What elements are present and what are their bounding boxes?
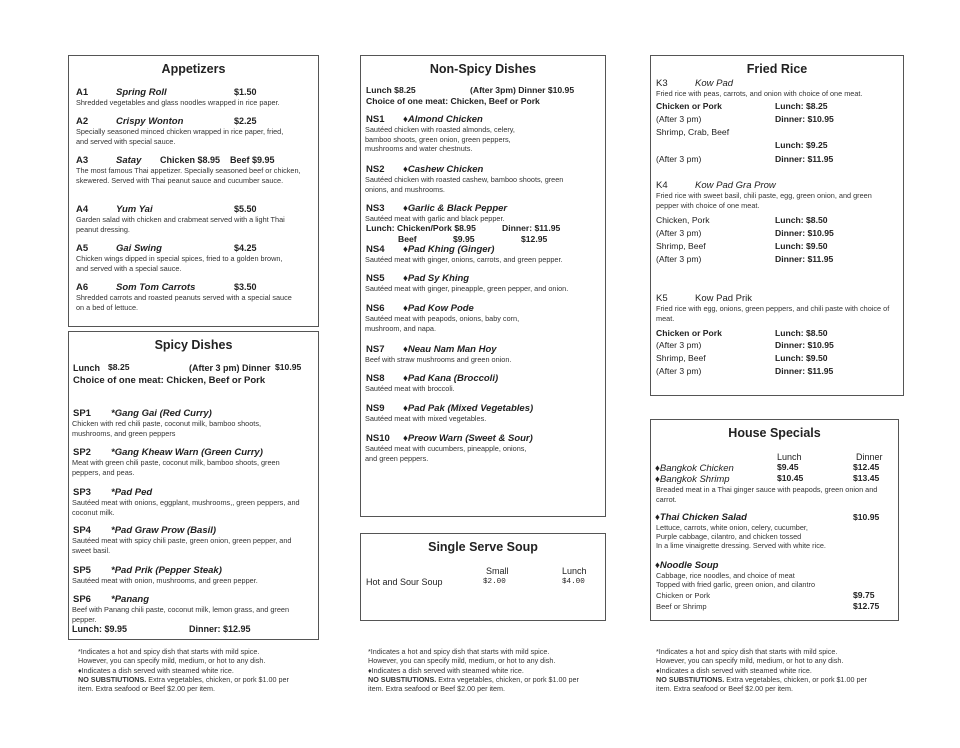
thai-chicken-salad: ♦Thai Chicken Salad <box>655 512 747 523</box>
footnote-line: item. Extra seafood or Beef $2.00 per item. <box>656 684 794 694</box>
spicy-name: *Pad Ped <box>111 487 153 498</box>
nonspicy-lunch: Lunch $8.25 <box>366 85 416 95</box>
nonspicy-name: ♦Neau Nam Man Hoy <box>403 344 497 355</box>
soup-item: Hot and Sour Soup <box>366 577 443 587</box>
nonspicy-desc: Sautéed meat with ginger, pineapple, green pepper, and onion. <box>365 284 569 293</box>
spicy-name: *Gang Kheaw Warn (Green Curry) <box>111 447 263 458</box>
noodle-desc: Cabbage, rice noodles, and choice of meat <box>656 571 795 580</box>
appetizer-price-chicken: Chicken $8.95 <box>160 155 221 165</box>
footnote-line: *Indicates a hot and spicy dish that starts with mild spice. <box>656 647 838 656</box>
noodle-desc: Topped with fried garlic, green onion, and cilantro <box>656 580 816 589</box>
appetizer-desc: Shredded carrots and roasted peanuts served with a special sauce on a bed of lettuce. <box>76 293 292 312</box>
fried-rice-name: Kow Pad <box>695 78 734 89</box>
noodle-soup: ♦Noodle Soup <box>655 560 719 571</box>
spicy-code: SP5 <box>73 565 91 576</box>
fried-rice-name: Kow Pad Gra Prow <box>695 180 776 191</box>
sp6-dinner-price: Dinner: $12.95 <box>189 624 251 634</box>
fried-rice-section <box>650 55 904 396</box>
house-title: House Specials <box>728 426 821 440</box>
nonspicy-name: ♦Garlic & Black Pepper <box>403 203 508 214</box>
appetizers-section <box>68 55 319 327</box>
spicy-lunch-price: $8.25 <box>108 362 130 372</box>
fried-rice-desc: Fried rice with peas, carrots, and onion with choice of one meat. <box>656 89 863 98</box>
rice-dish-icon: ♦ <box>403 373 408 384</box>
nonspicy-code: NS2 <box>366 164 385 175</box>
footnote-line: However, you can specify mild, medium, or hot to any dish. <box>368 656 556 666</box>
spicy-desc: Beef with Panang chili paste, coconut milk, lemon grass, and green pepper. <box>72 605 290 624</box>
spicy-desc: Sautéed meat with onions, eggplant, mushrooms,, green peppers, and coconut milk. <box>72 498 300 517</box>
spicy-desc: Sautéed meat with onion, mushrooms, and green pepper. <box>72 576 258 585</box>
nonspicy-desc: Sautéed chicken with roasted almonds, celery, bamboo shoots, green onion, green peppers, mushrooms and water chestnuts. <box>365 125 515 154</box>
soup-col-small: Small <box>486 566 509 576</box>
fried-rice-row-price: Lunch: $9.50 <box>775 353 828 363</box>
soup-section <box>360 533 606 621</box>
soup-title: Single Serve Soup <box>428 540 538 554</box>
appetizer-code: A5 <box>76 243 89 254</box>
fried-rice-row-price: Lunch: $9.50 <box>775 241 828 251</box>
sp6-lunch-price: Lunch: $9.95 <box>72 624 128 634</box>
fried-rice-code: K4 <box>656 180 668 191</box>
fried-rice-row-label: (After 3 pm) <box>656 114 702 124</box>
ns3-dinner-price: Dinner: $11.95 <box>502 223 561 233</box>
fried-rice-row-label: (After 3 pm) <box>656 228 702 238</box>
rice-dish-icon: ♦ <box>403 244 408 255</box>
thai-salad-desc: Lettuce, carrots, white onion, celery, cucumber, <box>656 523 808 532</box>
fried-rice-row-price: Dinner: $10.95 <box>775 340 834 350</box>
spicy-name: *Pad Graw Prow (Basil) <box>111 525 217 536</box>
footnote-right <box>656 647 867 693</box>
spicy-desc: Chicken with red chili paste, coconut milk, bamboo shoots, mushrooms, and green peppers <box>72 419 261 438</box>
fried-rice-row-price: Dinner: $11.95 <box>775 154 834 164</box>
rice-dish-icon: ♦ <box>403 273 408 284</box>
nonspicy-code: NS10 <box>366 433 390 444</box>
nonspicy-desc: Sautéed meat with cucumbers, pineapple, onions, and green peppers. <box>365 444 527 463</box>
fried-rice-row-label: Chicken or Pork <box>656 328 722 338</box>
ns3-lunch-price: Lunch: Chicken/Pork $8.95 <box>366 223 476 233</box>
nonspicy-name: ♦Pad Pak (Mixed Vegetables) <box>403 403 534 414</box>
rice-dish-icon: ♦ <box>655 512 660 523</box>
footnote-left <box>78 647 289 693</box>
thai-chicken-salad-price: $10.95 <box>853 512 880 522</box>
bangkok-shrimp-lunch: $10.45 <box>777 473 804 483</box>
nonspicy-code: NS7 <box>366 344 385 355</box>
appetizer-code: A4 <box>76 204 89 215</box>
nonspicy-name: ♦Pad Khing (Ginger) <box>403 244 495 255</box>
nonspicy-code: NS1 <box>366 114 385 125</box>
nonspicy-code: NS8 <box>366 373 385 384</box>
house-specials-section <box>650 419 899 621</box>
nonspicy-name: ♦Almond Chicken <box>403 114 483 125</box>
fried-rice-title: Fried Rice <box>746 62 808 76</box>
nonspicy-code: NS5 <box>366 273 385 284</box>
footnote-line: ♦Indicates a dish served with steamed white rice. <box>656 665 812 675</box>
rice-dish-icon: ♦ <box>403 433 408 444</box>
nonspicy-section <box>360 55 606 517</box>
fried-rice-row-price: Lunch: $8.50 <box>775 215 828 225</box>
appetizer-name: Gai Swing <box>116 243 162 254</box>
footnote-middle <box>368 647 579 693</box>
nonspicy-code: NS4 <box>366 244 385 255</box>
fried-rice-row-label: Shrimp, Beef <box>656 353 706 363</box>
fried-rice-desc: Fried rice with egg, onions, green peppers, and chili paste with choice of meat. <box>656 304 890 323</box>
bangkok-chicken: ♦Bangkok Chicken <box>655 463 734 474</box>
spicy-desc: Sautéed meat with spicy chili paste, green onion, green pepper, and sweet basil. <box>72 536 292 555</box>
spicy-code: SP6 <box>73 594 91 605</box>
nonspicy-code: NS9 <box>366 403 385 414</box>
appetizer-desc: Specially seasoned minced chicken wrapped in rice paper, fried, and served with special sauce. <box>76 127 284 146</box>
bangkok-chicken-dinner: $12.45 <box>853 462 880 472</box>
appetizer-desc: Garden salad with chicken and crabmeat served with a light Thai peanut dressing. <box>76 215 285 234</box>
nonspicy-desc: Sautéed chicken with roasted cashew, bamboo shoots, green onions, and mushrooms. <box>365 175 564 194</box>
appetizer-desc: The most famous Thai appetizer. Specially seasoned beef or chicken, skewered. Served with Thai peanut sauce and cucumber sauce. <box>76 166 301 185</box>
rice-dish-icon: ♦ <box>403 403 408 414</box>
appetizer-desc: Chicken wings dipped in special spices, fried to a golden brown, and served with a special sauce. <box>76 254 283 273</box>
footnote-line: ♦Indicates a dish served with steamed white rice. <box>78 665 234 675</box>
soup-small-price: $2.00 <box>483 578 506 586</box>
spicy-code: SP4 <box>73 525 91 536</box>
fried-rice-row-price: Lunch: $8.25 <box>775 101 828 111</box>
spicy-desc: Meat with green chili paste, coconut milk, bamboo shoots, green peppers, and peas. <box>72 458 280 477</box>
footnote-line: item. Extra seafood or Beef $2.00 per item. <box>78 684 216 694</box>
nonspicy-title: Non-Spicy Dishes <box>429 62 537 76</box>
nonspicy-desc: Sautéed meat with mixed vegetables. <box>365 414 487 423</box>
nonspicy-desc: Sautéed meat with ginger, onions, carrots, and green pepper. <box>365 255 563 264</box>
footnote-line: However, you can specify mild, medium, or hot to any dish. <box>656 656 844 666</box>
fried-rice-row-label: Chicken or Pork <box>656 101 722 111</box>
footnote-line: However, you can specify mild, medium, or hot to any dish. <box>78 656 266 666</box>
appetizer-code: A3 <box>76 155 89 166</box>
rice-dish-icon: ♦ <box>403 114 408 125</box>
ns3-beef-label: Beef <box>398 234 417 244</box>
rice-dish-icon: ♦ <box>403 344 408 355</box>
fried-rice-row-price: Dinner: $10.95 <box>775 228 834 238</box>
rice-dish-icon: ♦ <box>403 203 408 214</box>
nonspicy-desc: Beef with straw mushrooms and green onion. <box>365 355 512 364</box>
noodle-row-label: Beef or Shrimp <box>656 602 707 611</box>
appetizer-name: Satay <box>116 155 142 166</box>
appetizer-price: $5.50 <box>234 204 257 214</box>
spicy-dinner-price: $10.95 <box>275 362 302 372</box>
appetizers-title: Appetizers <box>161 62 226 76</box>
appetizer-code: A1 <box>76 87 89 98</box>
nonspicy-name: ♦Preow Warn (Sweet & Sour) <box>403 433 533 444</box>
nonspicy-name: ♦Cashew Chicken <box>403 164 484 175</box>
nonspicy-desc: Sautéed meat with broccoli. <box>365 384 455 393</box>
spicy-section <box>68 331 319 640</box>
fried-rice-row-label: Chicken, Pork <box>656 215 710 225</box>
noodle-row-price: $12.75 <box>853 601 880 611</box>
footnote-line: *Indicates a hot and spicy dish that starts with mild spice. <box>368 647 550 656</box>
noodle-row-price: $9.75 <box>853 590 875 600</box>
noodle-row-label: Chicken or Pork <box>656 591 711 600</box>
spicy-code: SP2 <box>73 447 91 458</box>
footnote-line: NO SUBSTIUTIONS. Extra vegetables, chicken, or pork $1.00 per <box>368 674 579 684</box>
appetizer-name: Yum Yai <box>116 204 153 215</box>
spicy-name: *Pad Prik (Pepper Steak) <box>111 565 222 576</box>
spicy-name: *Gang Gai (Red Curry) <box>111 408 212 419</box>
nonspicy-name: ♦Pad Sy Khing <box>403 273 470 284</box>
spicy-title: Spicy Dishes <box>154 338 233 352</box>
fried-rice-row-label: (After 3 pm) <box>656 254 702 264</box>
appetizer-name: Crispy Wonton <box>116 116 184 127</box>
appetizer-price: $4.25 <box>234 243 257 253</box>
rice-dish-icon: ♦ <box>403 303 408 314</box>
appetizer-name: Spring Roll <box>116 87 167 98</box>
fried-rice-row-label: (After 3 pm) <box>656 366 702 376</box>
appetizer-price-beef: Beef $9.95 <box>230 155 275 165</box>
bangkok-shrimp: ♦Bangkok Shrimp <box>655 474 730 485</box>
nonspicy-code: NS6 <box>366 303 385 314</box>
bangkok-chicken-lunch: $9.45 <box>777 462 799 472</box>
appetizer-code: A6 <box>76 282 89 293</box>
nonspicy-name: ♦Pad Kow Pode <box>403 303 474 314</box>
appetizer-price: $1.50 <box>234 87 257 97</box>
fried-rice-row-label: Shrimp, Crab, Beef <box>656 127 730 137</box>
fried-rice-row-label: (After 3 pm) <box>656 340 702 350</box>
bangkok-desc: Breaded meat in a Thai ginger sauce with peapods, green onion and carrot. <box>656 485 878 504</box>
nonspicy-dinner: (After 3pm) Dinner $10.95 <box>470 85 575 95</box>
house-col-lunch: Lunch <box>777 452 802 462</box>
appetizer-name: Som Tom Carrots <box>116 282 196 293</box>
ns3-beef-lunch-price: $9.95 <box>453 234 475 244</box>
soup-col-lunch: Lunch <box>562 566 587 576</box>
nonspicy-code: NS3 <box>366 203 385 214</box>
spicy-lunch-label: Lunch <box>73 363 100 373</box>
spicy-code: SP3 <box>73 487 91 498</box>
fried-rice-row-label: (After 3 pm) <box>656 154 702 164</box>
fried-rice-row-label: Shrimp, Beef <box>656 241 706 251</box>
fried-rice-row-price: Dinner: $11.95 <box>775 254 834 264</box>
fried-rice-code: K3 <box>656 78 668 89</box>
spicy-code: SP1 <box>73 408 91 419</box>
thai-salad-desc: Purple cabbage, cilantro, and chicken tossed <box>656 532 802 541</box>
fried-rice-row-price: Lunch: $9.25 <box>775 140 828 150</box>
nonspicy-desc: Sautéed meat with garlic and black pepper. <box>365 214 505 223</box>
footnote-line: NO SUBSTIUTIONS. Extra vegetables, chicken, or pork $1.00 per <box>656 674 867 684</box>
nonspicy-name: ♦Pad Kana (Broccoli) <box>403 373 499 384</box>
fried-rice-name: Kow Pad Prik <box>695 293 753 304</box>
appetizer-code: A2 <box>76 116 89 127</box>
rice-dish-icon: ♦ <box>655 463 660 474</box>
rice-dish-icon: ♦ <box>655 474 660 485</box>
fried-rice-row-price: Dinner: $10.95 <box>775 114 834 124</box>
footnote-line: item. Extra seafood or Beef $2.00 per item. <box>368 684 506 694</box>
bangkok-shrimp-dinner: $13.45 <box>853 473 880 483</box>
appetizer-desc: Shredded vegetables and glass noodles wrapped in rice paper. <box>76 98 280 107</box>
footnote-line: NO SUBSTIUTIONS. Extra vegetables, chicken, or pork $1.00 per <box>78 674 289 684</box>
fried-rice-row-price: Lunch: $8.50 <box>775 328 828 338</box>
ns3-beef-dinner-price: $12.95 <box>521 234 548 244</box>
thai-salad-desc: In a lime vinaigrette dressing. Served with white rice. <box>656 541 826 550</box>
nonspicy-choice: Choice of one meat: Chicken, Beef or Pork <box>366 96 540 106</box>
house-col-dinner: Dinner <box>856 452 883 462</box>
footnote-line: *Indicates a hot and spicy dish that starts with mild spice. <box>78 647 260 656</box>
fried-rice-code: K5 <box>656 293 668 304</box>
footnote-line: ♦Indicates a dish served with steamed white rice. <box>368 665 524 675</box>
spicy-dinner-label: (After 3 pm) Dinner <box>189 363 271 373</box>
appetizer-price: $2.25 <box>234 116 257 126</box>
spicy-name: *Panang <box>111 594 150 605</box>
fried-rice-desc: Fried rice with sweet basil, chili paste, egg, green onion, and green pepper with choice of one meat. <box>656 191 872 210</box>
rice-dish-icon: ♦ <box>403 164 408 175</box>
appetizer-price: $3.50 <box>234 282 257 292</box>
rice-dish-icon: ♦ <box>655 560 660 571</box>
nonspicy-desc: Sautéed meat with peapods, onions, baby corn, mushroom, and napa. <box>365 314 520 333</box>
soup-lunch-price: $4.00 <box>562 578 585 586</box>
fried-rice-row-price: Dinner: $11.95 <box>775 366 834 376</box>
spicy-choice: Choice of one meat: Chicken, Beef or Pork <box>73 375 266 386</box>
